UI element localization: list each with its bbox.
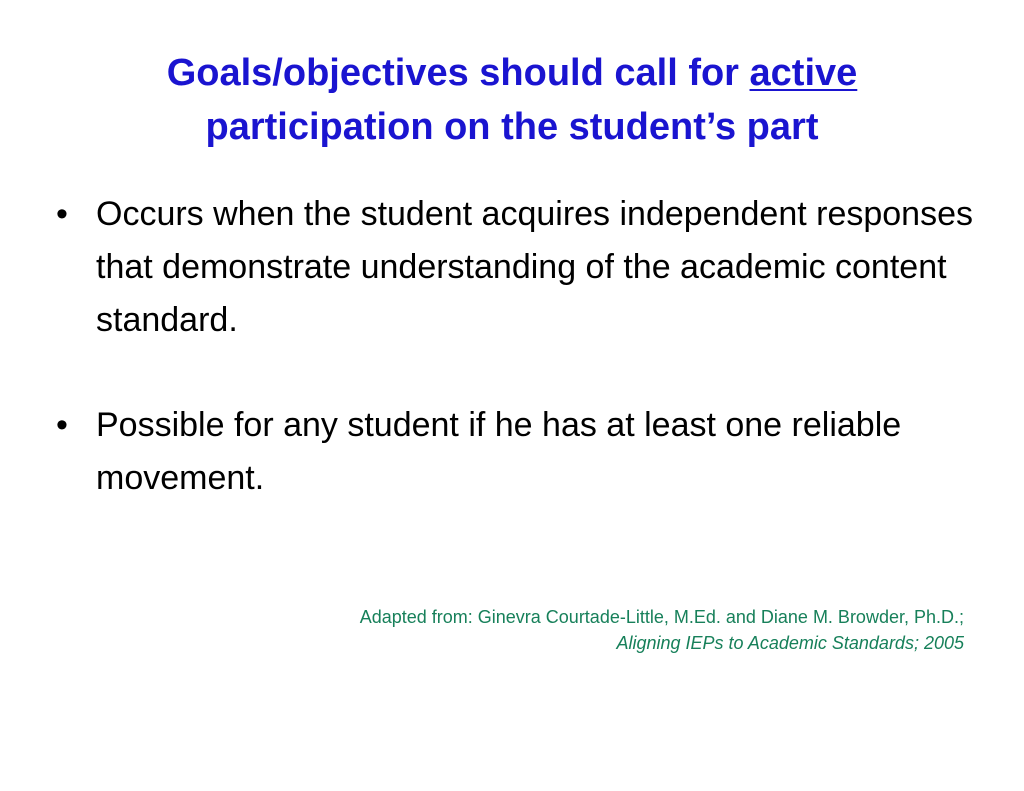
title-emphasis: active	[749, 52, 858, 94]
slide-title	[40, 46, 984, 154]
bullet-list	[56, 188, 976, 505]
title-part-1: Goals/objectives should call for	[166, 52, 750, 94]
citation-line-1: Adapted from: Ginevra Courtade-Little, M.Ed. and Diane M. Browder, Ph.D.;	[359, 607, 964, 627]
bullet-text: Occurs when the student acquires independent responses that demonstrate understanding of the academic content standard.	[96, 195, 973, 339]
title-part-2: participation on the student’s part	[205, 106, 819, 148]
bullet-item	[56, 188, 976, 347]
bullet-dot-icon: •	[56, 406, 68, 444]
bullet-item	[56, 399, 976, 505]
bullet-text: Possible for any student if he has at least one reliable movement.	[96, 406, 902, 497]
citation-line-2: Aligning IEPs to Academic Standards; 2005	[616, 633, 964, 653]
bullet-dot-icon: •	[56, 195, 68, 233]
citation	[104, 604, 964, 656]
